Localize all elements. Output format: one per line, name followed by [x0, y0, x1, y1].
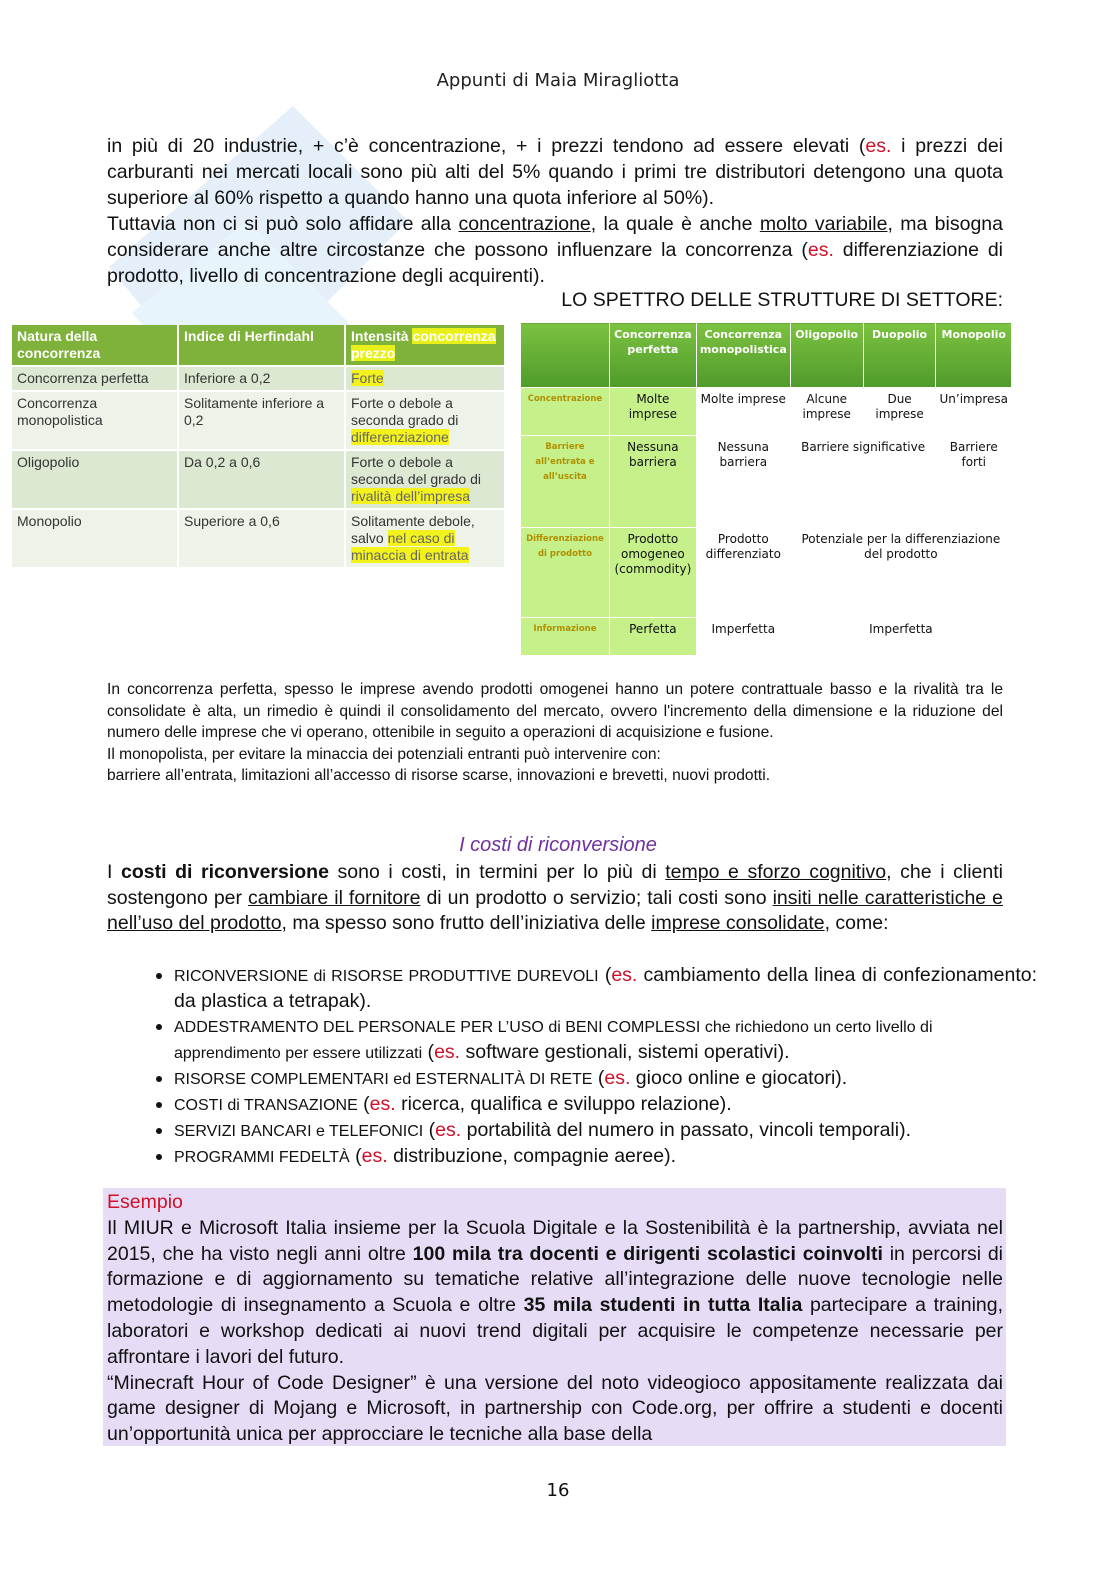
table-row: Barriere all’entrata e all’uscita Nessuna barriera Nessuna barriera Barriere significative Barriere forti	[521, 436, 1012, 528]
competition-table	[12, 325, 506, 567]
list-item: • RICONVERSIONE di RISORSE PRODUTTIVE DUREVOLI (es. cambiamento della linea di confezionamento: da plastica a tetrapak).	[174, 963, 1037, 1014]
list-item: • RISORSE COMPLEMENTARI ed ESTERNALITÀ DI RETE (es. gioco online e giocatori).	[174, 1066, 1037, 1092]
page-number: 16	[546, 1480, 570, 1501]
example-text: Esempio Il MIUR e Microsoft Italia insieme per la Scuola Digitale e la Sostenibilità è la partnership, avviata nel 2015, che ha visto negli anni oltre 100 mila tra docenti e dirigenti scolastici coinvolti in percorsi di formazione e di aggiornamento su tematiche relative all’integrazione delle nuove tecnologie nelle metodologie di insegnamento a Scuola e oltre 35 mila studenti in tutta Italia partecipare a training, laboratori e workshop dedicati ai nuovi trend digitali per acquisire le competenze necessarie per affrontare i lavori del futuro. “Minecraft Hour of Code Designer” è una versione del noto videogioco appositamente realizzata dai game designer di Mojang e Microsoft, in partnership con Code.org, per offrire a studenti e docenti un’opportunità unica per approcciare le tecniche alla base della	[107, 1191, 1004, 1446]
th-herfindahl: Indice di Herfindahl	[178, 325, 345, 366]
th-intensita: Intensità concorrenza prezzo	[345, 325, 505, 366]
table-row: Monopolio Superiore a 0,6 Solitamente debole, salvo nel caso di minaccia di entrata	[12, 509, 505, 567]
table-row: Concentrazione Molte imprese Molte imprese Alcune imprese Due imprese Un’impresa	[521, 388, 1012, 436]
table-row: Differenziazione di prodotto Prodotto omogeneo (commodity) Prodotto differenziato Potenziale per la differenziazione del prodotto	[521, 528, 1012, 618]
intro-paragraph: in più di 20 industrie, + c’è concentrazione, + i prezzi tendono ad essere elevati (es. i prezzi dei carburanti nei mercati locali sono più alti del 5% quando i primi tre distributori detengono una quota superiore al 60% rispetto a quando hanno una quota inferiore al 50%). Tuttavia non ci si può solo affidare alla concentrazione, la quale è anche molto variabile, ma bisogna considerare anche altre circostanze che possono influenzare la concorrenza (es. differenziazione di prodotto, livello di concentrazione degli acquirenti).	[107, 135, 1004, 287]
list-item: • ADDESTRAMENTO DEL PERSONALE PER L’USO di BENI COMPLESSI che richiedono un certo livello di apprendimento per essere utilizzati (es. software gestionali, sistemi operativi).	[174, 1014, 1037, 1066]
list-item: • COSTI di TRANSAZIONE (es. ricerca, qualifica e sviluppo relazione).	[174, 1092, 1037, 1118]
list-item: • PROGRAMMI FEDELTÀ (es. distribuzione, compagnie aeree).	[174, 1144, 1037, 1170]
th-natura: Natura della concorrenza	[12, 325, 178, 366]
table-row: Oligopolio Da 0,2 a 0,6 Forte o debole a seconda del grado di rivalità dell’impresa	[12, 450, 505, 509]
spettro-title: LO SPETTRO DELLE STRUTTURE DI SETTORE:	[561, 289, 1003, 311]
list-item: • SERVIZI BANCARI e TELEFONICI (es. portabilità del numero in passato, vincoli temporali).	[174, 1118, 1037, 1144]
section-title: I costi di riconversione	[459, 834, 657, 856]
bullet-list	[140, 963, 1037, 1170]
table-row: Concorrenza perfetta Inferiore a 0,2 Forte	[12, 366, 505, 391]
section-paragraph: I costi di riconversione sono i costi, in termini per lo più di tempo e sforzo cognitivo, che i clienti sostengono per cambiare il fornitore di un prodotto o servizio; tali costi sono insiti nelle caratteristiche e nell’uso del prodotto, ma spesso sono frutto dell’iniziativa delle imprese consolidate, come:	[107, 861, 1004, 934]
concorrenza-paragraph: In concorrenza perfetta, spesso le imprese avendo prodotti omogenei hanno un potere contrattuale basso e la rivalità tra le consolidate è alta, un rimedio è quindi il consolidamento del mercato, ovvero l'incremento della dimensione e la riduzione del numero delle imprese che vi operano, ottenibile in seguito a operazioni di acquisizione e fusione. Il monopolista, per evitare la minaccia dei potenziali entranti può intervenire con: barriere all’entrata, limitazioni all’accesso di risorse scarse, innovazioni e brevetti, nuovi prodotti.	[107, 681, 1003, 784]
page-header: Appunti di Maia Miragliotta	[436, 70, 680, 91]
spettro-table: Concorrenza perfetta Concorrenza monopolistica Oligopolio Duopolio Monopolio Concentrazione Molte imprese Molte imprese Alcune imprese Due imprese Un’impresa Barriere all’entrata e all’uscita Nessuna barriera Nessuna barriera Barriere significative Barriere forti Differenziazione di prodotto Prodotto omogeneo (commodity) Prodotto differenziato Potenziale per la differenziazione del prodotto Informazione Perfetta Imperfetta Imperfetta	[520, 322, 1012, 656]
table-row: Concorrenza monopolistica Solitamente inferiore a 0,2 Forte o debole a seconda grado di differenziazione	[12, 391, 505, 450]
table-row: Informazione Perfetta Imperfetta Imperfetta	[521, 618, 1012, 656]
